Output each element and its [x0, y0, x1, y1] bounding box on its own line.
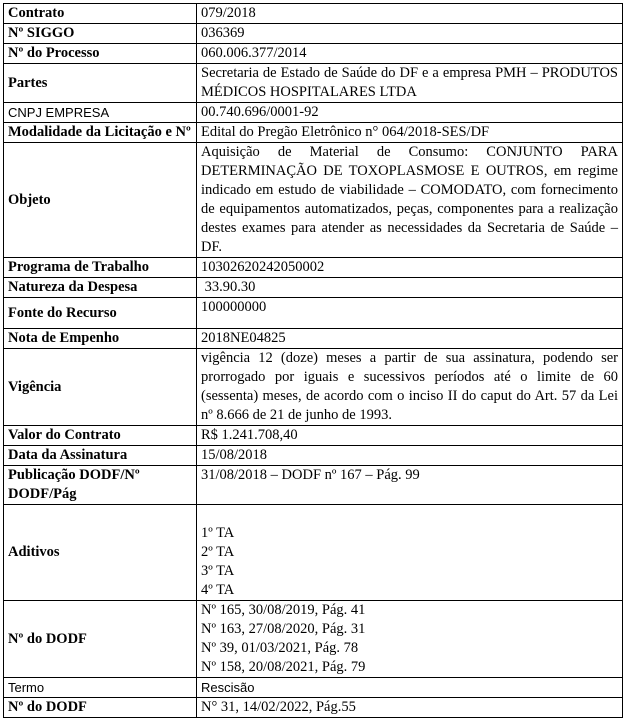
value-siggo: 036369 — [197, 24, 623, 44]
dodf-item: Nº 39, 01/03/2021, Pág. 78 — [201, 640, 359, 656]
row-objeto — [4, 143, 623, 258]
label-aditivos: Aditivos — [4, 505, 197, 601]
label-dodf: Nº do DODF — [4, 601, 197, 678]
value-objeto: Aquisição de Material de Consumo: CONJUNTO PARA DETERMINAÇÃO DE TOXOPLASMOSE E OUTROS, em regime indicado em estudo de viabilidade – COMODATO, com fornecimento de equipamentos automatizados, peças, componentes para a realização destes exames para atender as necessidades da Secretaria de Saúde – DF. — [197, 143, 623, 258]
value-cnpj: 00.740.696/0001-92 — [197, 103, 623, 123]
row-cnpj — [4, 103, 623, 123]
label-publicacao: Publicação DODF/Nº DODF/Pág — [4, 466, 197, 505]
label-contrato: Contrato — [4, 4, 197, 24]
value-natureza: 33.90.30 — [197, 278, 623, 298]
label-partes: Partes — [4, 64, 197, 103]
row-contrato — [4, 4, 623, 24]
aditivo-item: 2º TA — [201, 544, 235, 560]
row-dodf — [4, 601, 623, 678]
label-siggo: Nº SIGGO — [4, 24, 197, 44]
row-modalidade — [4, 123, 623, 143]
label-fonte: Fonte do Recurso — [4, 298, 197, 329]
aditivo-item: 1º TA — [201, 525, 235, 541]
label-termo: Termo — [4, 678, 197, 698]
dodf-item: Nº 165, 30/08/2019, Pág. 41 — [201, 602, 366, 618]
label-assinatura: Data da Assinatura — [4, 446, 197, 466]
value-processo: 060.006.377/2014 — [197, 44, 623, 64]
dodf-item: Nº 158, 20/08/2021, Pág. 79 — [201, 659, 366, 675]
aditivo-item: 3º TA — [201, 563, 235, 579]
row-partes — [4, 64, 623, 103]
value-assinatura: 15/08/2018 — [197, 446, 623, 466]
label-modalidade: Modalidade da Licitação e Nº — [4, 123, 197, 143]
value-empenho: 2018NE04825 — [197, 329, 623, 349]
label-natureza: Natureza da Despesa — [4, 278, 197, 298]
label-objeto: Objeto — [4, 143, 197, 258]
label-dodf2: Nº do DODF — [4, 698, 197, 718]
value-vigencia: vigência 12 (doze) meses a partir de sua assinatura, podendo ser prorrogado por iguais e sucessivos períodos até o limite de 60 (sessenta) meses, de acordo com o inciso II do caput do Art. 57 da Lei nº 8.666 de 21 de junho de 1993. — [197, 349, 623, 426]
dodf-item: Nº 163, 27/08/2020, Pág. 31 — [201, 621, 366, 637]
value-dodf — [197, 601, 623, 678]
value-dodf2: N° 31, 14/02/2022, Pág.55 — [197, 698, 623, 718]
label-cnpj: CNPJ EMPRESA — [4, 103, 197, 123]
value-contrato: 079/2018 — [197, 4, 623, 24]
value-publicacao: 31/08/2018 – DODF nº 167 – Pág. 99 — [197, 466, 623, 505]
row-termo — [4, 678, 623, 698]
value-aditivos — [197, 505, 623, 601]
value-programa: 10302620242050002 — [197, 258, 623, 278]
row-programa — [4, 258, 623, 278]
value-termo: Rescisão — [197, 678, 623, 698]
contract-table — [3, 3, 623, 718]
row-siggo — [4, 24, 623, 44]
row-fonte — [4, 298, 623, 329]
row-aditivos — [4, 505, 623, 601]
value-fonte: 100000000 — [197, 298, 623, 329]
row-empenho — [4, 329, 623, 349]
value-modalidade: Edital do Pregão Eletrônico n° 064/2018-SES/DF — [197, 123, 623, 143]
label-processo: Nº do Processo — [4, 44, 197, 64]
row-vigencia — [4, 349, 623, 426]
label-programa: Programa de Trabalho — [4, 258, 197, 278]
value-partes: Secretaria de Estado de Saúde do DF e a empresa PMH – PRODUTOS MÉDICOS HOSPITALARES LTDA — [197, 64, 623, 103]
label-empenho: Nota de Empenho — [4, 329, 197, 349]
row-valor — [4, 426, 623, 446]
aditivo-item: 4º TA — [201, 582, 235, 598]
row-processo — [4, 44, 623, 64]
row-publicacao — [4, 466, 623, 505]
label-valor: Valor do Contrato — [4, 426, 197, 446]
row-natureza — [4, 278, 623, 298]
value-valor: R$ 1.241.708,40 — [197, 426, 623, 446]
row-assinatura — [4, 446, 623, 466]
label-vigencia: Vigência — [4, 349, 197, 426]
